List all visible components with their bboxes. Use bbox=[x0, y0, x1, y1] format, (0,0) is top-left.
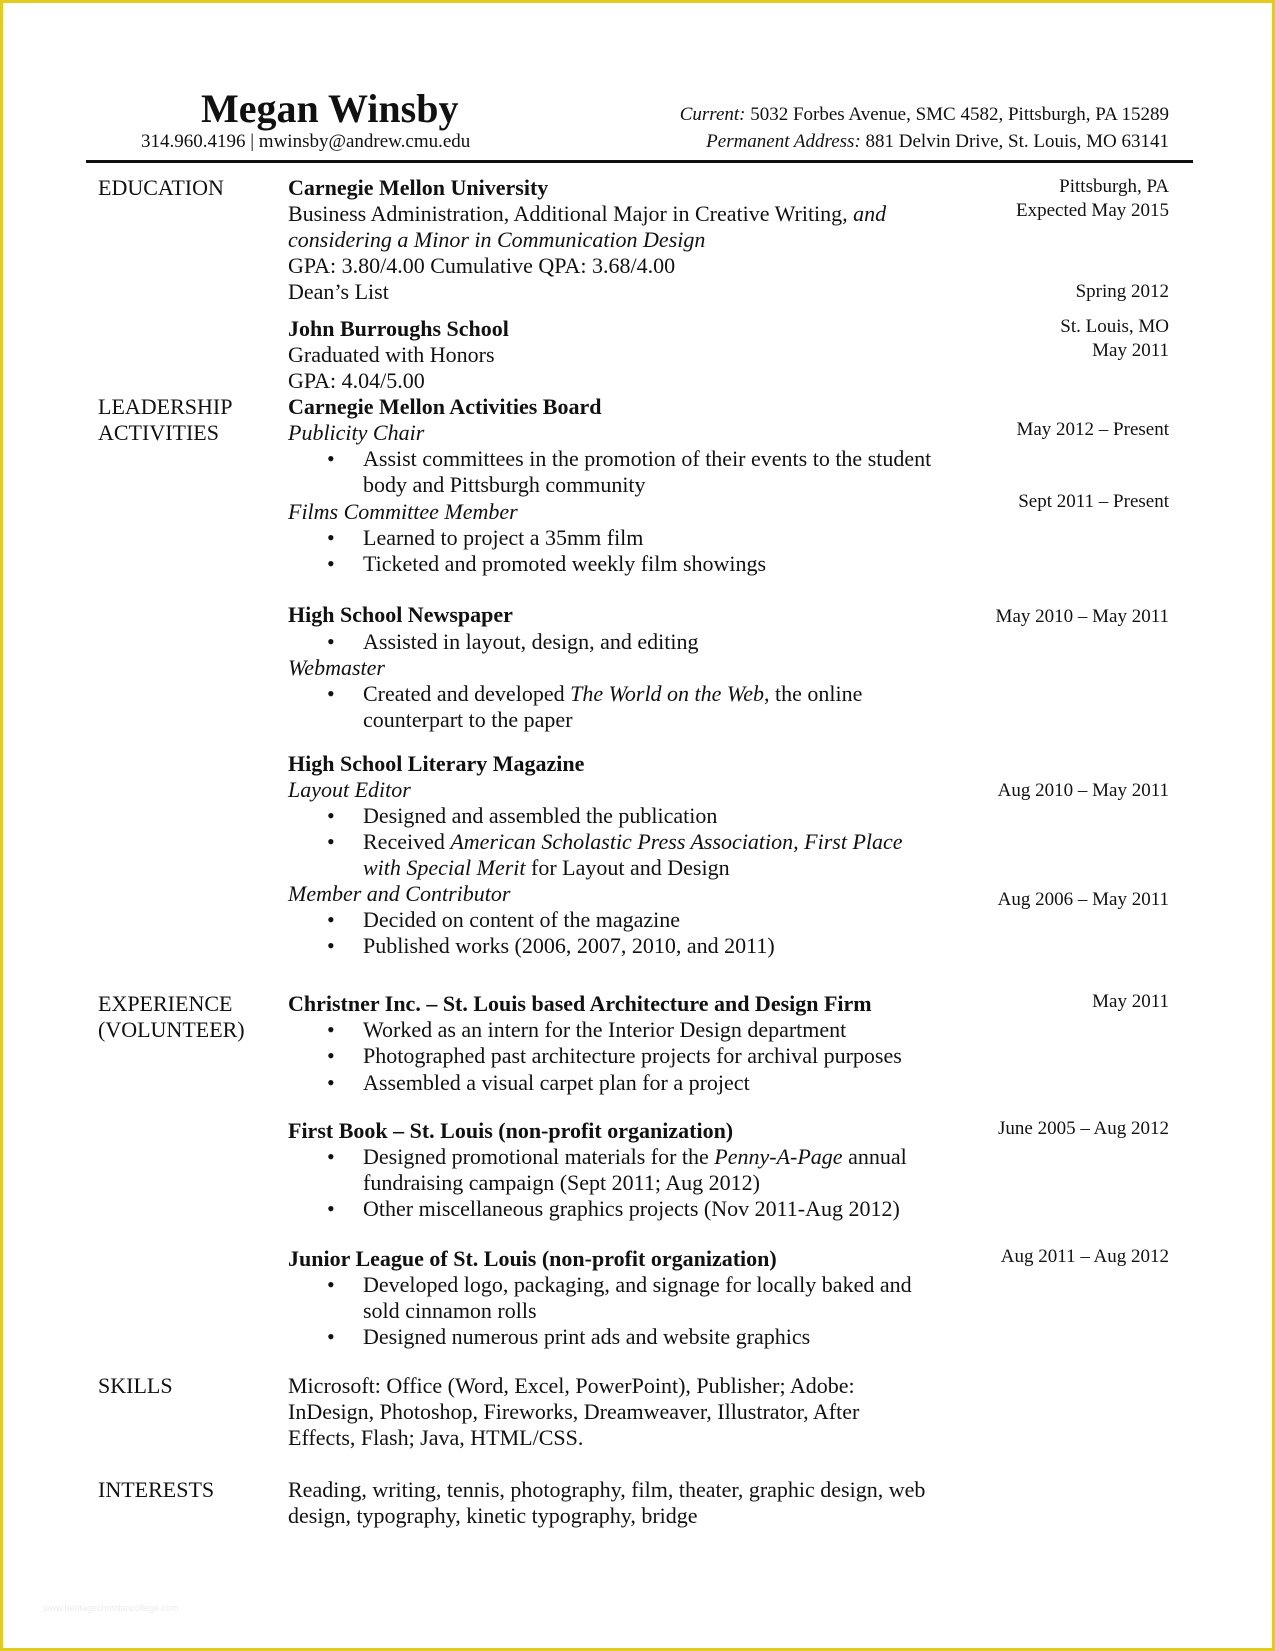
bullet: • bbox=[327, 1043, 335, 1068]
bullet: • bbox=[327, 681, 335, 706]
magazine-bullet2-l1 bbox=[363, 829, 903, 855]
firstbook-b1-campaign: Penny-A-Page bbox=[714, 1144, 843, 1169]
newspaper-bullet2-l2: counterpart to the paper bbox=[363, 707, 573, 732]
current-address: 5032 Forbes Avenue, SMC 4582, Pittsburgh, PA 15289 bbox=[745, 104, 1169, 125]
jbs-gpa: GPA: 4.04/5.00 bbox=[288, 368, 425, 393]
jbs-honors: Graduated with Honors bbox=[288, 342, 495, 367]
newspaper-role-webmaster: Webmaster bbox=[288, 655, 385, 680]
section-label-skills: SKILLS bbox=[98, 1373, 173, 1398]
section-label-leadership: LEADERSHIP bbox=[98, 394, 233, 419]
current-label: Current: bbox=[679, 104, 746, 125]
newspaper-bullet1: Assisted in layout, design, and editing bbox=[363, 629, 699, 654]
watermark-text: www.heritagechristiancollege.com bbox=[43, 1603, 179, 1613]
bullet: • bbox=[327, 629, 335, 654]
newspaper-b2-post: , the online bbox=[764, 681, 863, 706]
magazine-b2-award: American Scholastic Press Association, First Place bbox=[450, 829, 903, 854]
section-label-interests: INTERESTS bbox=[98, 1477, 215, 1502]
christner-org: Christner Inc. – St. Louis based Architecture and Design Firm bbox=[288, 991, 872, 1016]
bullet: • bbox=[327, 525, 335, 550]
cmab-role-publicity-date: May 2012 – Present bbox=[1016, 419, 1169, 440]
christner-date: May 2011 bbox=[1092, 991, 1169, 1012]
magazine-bullet1: Designed and assembled the publication bbox=[363, 803, 718, 828]
bullet: • bbox=[327, 1272, 335, 1297]
firstbook-bullet1-l1 bbox=[363, 1144, 907, 1170]
bullet: • bbox=[327, 1196, 335, 1221]
bullet: • bbox=[327, 1017, 335, 1042]
junior-league-org: Junior League of St. Louis (non-profit organization) bbox=[288, 1246, 777, 1271]
cmab-role-publicity: Publicity Chair bbox=[288, 420, 425, 445]
newspaper-org: High School Newspaper bbox=[288, 602, 513, 627]
junior-league-bullet2: Designed numerous print ads and website graphics bbox=[363, 1324, 811, 1349]
section-label-activities: ACTIVITIES bbox=[98, 420, 219, 445]
magazine-role-layout-date: Aug 2010 – May 2011 bbox=[997, 780, 1169, 801]
firstbook-bullet2: Other miscellaneous graphics projects (Nov 2011-Aug 2012) bbox=[363, 1196, 900, 1221]
bullet: • bbox=[327, 803, 335, 828]
cmab-role-films: Films Committee Member bbox=[288, 499, 518, 524]
bullet: • bbox=[327, 1324, 335, 1349]
section-label-education: EDUCATION bbox=[98, 175, 224, 200]
candidate-name: Megan Winsby bbox=[201, 86, 459, 131]
cmu-degree-line2: considering a Minor in Communication Design bbox=[288, 227, 706, 252]
magazine-org: High School Literary Magazine bbox=[288, 751, 585, 776]
cmab-org: Carnegie Mellon Activities Board bbox=[288, 394, 602, 419]
bullet: • bbox=[327, 829, 335, 854]
junior-league-bullet1-l1: Developed logo, packaging, and signage for locally baked and bbox=[363, 1272, 912, 1297]
jbs-date: May 2011 bbox=[1092, 340, 1169, 361]
magazine-bullet2-l2 bbox=[363, 855, 730, 881]
cmu-degree-main: Business Administration, Additional Major in Creative Writing bbox=[288, 201, 843, 226]
cmab-films-bullet2: Ticketed and promoted weekly film showings bbox=[363, 551, 767, 576]
cmu-degree-line1 bbox=[288, 201, 886, 227]
cmu-degree-and: , and bbox=[842, 201, 887, 226]
jbs-school: John Burroughs School bbox=[288, 316, 509, 341]
permanent-address: 881 Delvin Drive, St. Louis, MO 63141 bbox=[860, 131, 1169, 152]
magazine-b2-post: for Layout and Design bbox=[525, 855, 730, 880]
newspaper-b2-pre: Created and developed bbox=[363, 681, 571, 706]
skills-line3: Effects, Flash; Java, HTML/CSS. bbox=[288, 1425, 584, 1450]
magazine-bullet3: Decided on content of the magazine bbox=[363, 907, 681, 932]
cmu-deans-list: Dean’s List bbox=[288, 279, 389, 304]
cmu-date: Expected May 2015 bbox=[1015, 200, 1169, 221]
newspaper-date: May 2010 – May 2011 bbox=[995, 606, 1169, 627]
deans-list-date: Spring 2012 bbox=[1075, 281, 1169, 302]
cmab-films-bullet1: Learned to project a 35mm film bbox=[363, 525, 644, 550]
magazine-role-layout: Layout Editor bbox=[288, 777, 411, 802]
magazine-b2-merit: with Special Merit bbox=[363, 855, 526, 880]
magazine-role-member-date: Aug 2006 – May 2011 bbox=[997, 889, 1169, 910]
bullet: • bbox=[327, 551, 335, 576]
contact-line: 314.960.4196 | mwinsby@andrew.cmu.edu bbox=[141, 131, 471, 152]
cmab-role-films-date: Sept 2011 – Present bbox=[1018, 491, 1169, 512]
magazine-bullet4: Published works (2006, 2007, 2010, and 2011) bbox=[363, 933, 775, 958]
permanent-label: Permanent Address: bbox=[706, 131, 861, 152]
bullet: • bbox=[327, 907, 335, 932]
christner-bullet2: Photographed past architecture projects for archival purposes bbox=[363, 1043, 902, 1068]
newspaper-b2-title: The World on the Web bbox=[570, 681, 765, 706]
cmab-publicity-bullet1-l2: body and Pittsburgh community bbox=[363, 472, 646, 497]
section-label-experience: EXPERIENCE bbox=[98, 991, 233, 1016]
christner-bullet3: Assembled a visual carpet plan for a project bbox=[363, 1070, 750, 1095]
cmu-location: Pittsburgh, PA bbox=[1059, 176, 1169, 197]
bullet: • bbox=[327, 1144, 335, 1169]
skills-line2: InDesign, Photoshop, Fireworks, Dreamweaver, Illustrator, After bbox=[288, 1399, 860, 1424]
permanent-address-line bbox=[706, 131, 1169, 153]
cmab-publicity-bullet1-l1: Assist committees in the promotion of their events to the student bbox=[363, 446, 932, 471]
firstbook-b1-pre: Designed promotional materials for the bbox=[363, 1144, 715, 1169]
header-divider bbox=[86, 160, 1193, 163]
magazine-b2-pre: Received bbox=[363, 829, 451, 854]
firstbook-date: June 2005 – Aug 2012 bbox=[998, 1118, 1169, 1139]
bullet: • bbox=[327, 446, 335, 471]
bullet: • bbox=[327, 1070, 335, 1095]
interests-line2: design, typography, kinetic typography, bridge bbox=[288, 1503, 698, 1528]
jbs-location: St. Louis, MO bbox=[1060, 316, 1169, 337]
bullet: • bbox=[327, 933, 335, 958]
cmu-gpa: GPA: 3.80/4.00 Cumulative QPA: 3.68/4.00 bbox=[288, 253, 676, 278]
firstbook-org: First Book – St. Louis (non-profit organization) bbox=[288, 1118, 734, 1143]
current-address-line bbox=[680, 104, 1169, 126]
christner-bullet1: Worked as an intern for the Interior Design department bbox=[363, 1017, 847, 1042]
firstbook-b1-post: annual bbox=[842, 1144, 907, 1169]
cmu-school: Carnegie Mellon University bbox=[288, 175, 549, 200]
junior-league-date: Aug 2011 – Aug 2012 bbox=[1000, 1246, 1169, 1267]
newspaper-bullet2-l1 bbox=[363, 681, 862, 707]
magazine-role-member: Member and Contributor bbox=[288, 881, 511, 906]
skills-line1: Microsoft: Office (Word, Excel, PowerPoint), Publisher; Adobe: bbox=[288, 1373, 855, 1398]
junior-league-bullet1-l2: sold cinnamon rolls bbox=[363, 1298, 537, 1323]
interests-line1: Reading, writing, tennis, photography, film, theater, graphic design, web bbox=[288, 1477, 926, 1502]
section-label-volunteer: (VOLUNTEER) bbox=[98, 1017, 245, 1042]
firstbook-bullet1-l2: fundraising campaign (Sept 2011; Aug 2012) bbox=[363, 1170, 760, 1195]
